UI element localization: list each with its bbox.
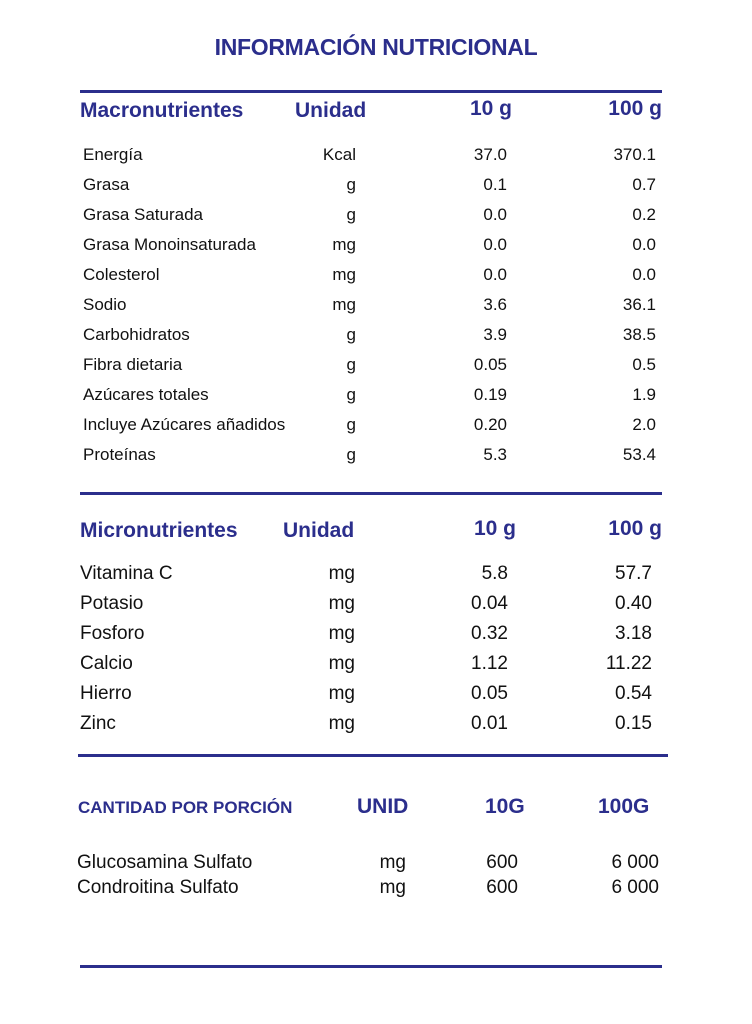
macro-row-unit: g: [346, 355, 356, 374]
micro-row-value-100g: 3.18: [615, 623, 652, 644]
macro-row-value-10g: 5.3: [483, 445, 507, 464]
micro-row-value-10g: 5.8: [481, 563, 508, 584]
micro-row: [0, 683, 752, 707]
macro-row: [0, 265, 752, 289]
micro-header-100g: 100 g: [608, 517, 662, 540]
micro-row-name: Vitamina C: [80, 563, 173, 584]
macro-row-value-10g: 0.1: [483, 175, 507, 194]
serving-header-100g: 100G: [598, 795, 650, 818]
micro-row-value-10g: 1.12: [471, 653, 508, 674]
macro-row-unit: g: [346, 205, 356, 224]
serving-row-value-100g: 6 000: [611, 877, 659, 898]
macro-row-unit: Kcal: [322, 145, 356, 164]
macro-row-name: Grasa Monoinsaturada: [83, 235, 256, 254]
macro-row-name: Fibra dietaria: [83, 355, 183, 374]
micro-row-value-10g: 0.05: [471, 683, 508, 704]
macro-row-value-10g: 3.9: [483, 325, 507, 344]
serving-row-value-100g: 6 000: [611, 852, 659, 873]
macro-header-100g: 100 g: [608, 97, 662, 120]
macro-row-value-100g: 38.5: [622, 325, 656, 344]
macro-row: [0, 295, 752, 319]
macro-row-value-100g: 1.9: [632, 385, 656, 404]
macro-header-name: Macronutrientes: [80, 99, 244, 122]
micro-row-value-10g: 0.04: [471, 593, 508, 614]
macro-row: [0, 235, 752, 259]
macro-row-unit: g: [346, 325, 356, 344]
micro-row-name: Fosforo: [80, 623, 145, 644]
macro-row: [0, 355, 752, 379]
macro-row-value-10g: 0.20: [473, 415, 507, 434]
macro-row: [0, 385, 752, 409]
macro-row-name: Grasa: [83, 175, 130, 194]
micro-row-value-100g: 0.54: [615, 683, 652, 704]
macro-row-value-100g: 0.7: [632, 175, 656, 194]
micro-row: [0, 593, 752, 617]
macro-row: [0, 145, 752, 169]
macro-row-name: Colesterol: [83, 265, 160, 284]
macro-header-10g: 10 g: [469, 97, 512, 120]
macro-row-value-10g: 0.0: [483, 235, 507, 254]
macro-row-value-10g: 3.6: [483, 295, 507, 314]
macro-row-name: Carbohidratos: [83, 325, 190, 344]
micro-row-unit: mg: [328, 593, 355, 614]
micro-row-unit: mg: [328, 623, 355, 644]
macro-bottom-rule: [80, 492, 662, 495]
macro-row-unit: mg: [332, 235, 356, 254]
macro-row-value-10g: 37.0: [473, 145, 507, 164]
micro-row: [0, 653, 752, 677]
micro-row-name: Zinc: [80, 713, 116, 734]
serving-row-value-10g: 600: [486, 852, 518, 873]
serving-row-unit: mg: [379, 852, 406, 873]
serving-header-10g: 10G: [485, 795, 525, 818]
macro-row-value-100g: 0.0: [632, 265, 656, 284]
micro-header-unit: Unidad: [283, 519, 355, 542]
micro-header-10g: 10 g: [473, 517, 516, 540]
macro-header-unit: Unidad: [295, 99, 367, 122]
micro-row: [0, 713, 752, 737]
serving-row-value-10g: 600: [486, 877, 518, 898]
micro-row-name: Hierro: [80, 683, 132, 704]
macro-row: [0, 325, 752, 349]
macro-row-name: Energía: [83, 145, 143, 164]
micro-row-value-100g: 11.22: [605, 653, 652, 674]
macro-row-value-100g: 0.0: [632, 235, 656, 254]
macro-row-value-100g: 0.2: [632, 205, 656, 224]
macro-row: [0, 175, 752, 199]
macro-row-name: Incluye Azúcares añadidos: [83, 415, 286, 434]
macro-row-name: Grasa Saturada: [83, 205, 204, 224]
macro-row-unit: mg: [332, 265, 356, 284]
macro-row-name: Azúcares totales: [83, 385, 209, 404]
macro-row-value-10g: 0.0: [483, 265, 507, 284]
macro-row-name: Proteínas: [83, 445, 156, 464]
micro-row-name: Potasio: [80, 593, 144, 614]
micro-row-unit: mg: [328, 683, 355, 704]
micro-row-value-100g: 0.40: [615, 593, 652, 614]
macro-row-value-100g: 36.1: [622, 295, 656, 314]
serving-row-name: Glucosamina Sulfato: [77, 852, 253, 873]
micro-row: [0, 563, 752, 587]
micro-row-unit: mg: [328, 653, 355, 674]
macro-row: [0, 205, 752, 229]
macro-row-unit: g: [346, 385, 356, 404]
serving-row-unit: mg: [379, 877, 406, 898]
serving-row-name: Condroitina Sulfato: [77, 877, 239, 898]
macro-row-value-100g: 2.0: [632, 415, 656, 434]
macro-row: [0, 415, 752, 439]
micro-row-unit: mg: [328, 713, 355, 734]
macro-row-unit: g: [346, 445, 356, 464]
micro-row-unit: mg: [328, 563, 355, 584]
macro-row: [0, 445, 752, 469]
micro-row-value-10g: 0.01: [471, 713, 508, 734]
micro-header-name: Micronutrientes: [80, 519, 238, 542]
serving-header-unit: UNID: [357, 795, 409, 818]
serving-row: [0, 852, 752, 876]
micro-bottom-rule: [78, 754, 668, 757]
micro-row-name: Calcio: [80, 653, 133, 674]
macro-row-value-100g: 0.5: [632, 355, 656, 374]
macro-row-value-10g: 0.05: [473, 355, 507, 374]
macro-row-unit: g: [346, 415, 356, 434]
serving-row: [0, 877, 752, 901]
page-title: INFORMACIÓN NUTRICIONAL: [214, 34, 538, 60]
micro-row-value-100g: 0.15: [615, 713, 652, 734]
micro-row: [0, 623, 752, 647]
serving-bottom-rule: [80, 965, 662, 968]
macro-row-unit: g: [346, 175, 356, 194]
macro-row-name: Sodio: [83, 295, 127, 314]
macro-top-rule: [80, 90, 662, 93]
macro-row-value-10g: 0.0: [483, 205, 507, 224]
macro-row-value-10g: 0.19: [473, 385, 507, 404]
micro-row-value-100g: 57.7: [615, 563, 652, 584]
macro-row-unit: mg: [332, 295, 356, 314]
macro-row-value-100g: 53.4: [622, 445, 656, 464]
micro-row-value-10g: 0.32: [471, 623, 508, 644]
serving-header-name: CANTIDAD POR PORCIÓN: [78, 798, 293, 817]
macro-row-value-100g: 370.1: [613, 145, 656, 164]
